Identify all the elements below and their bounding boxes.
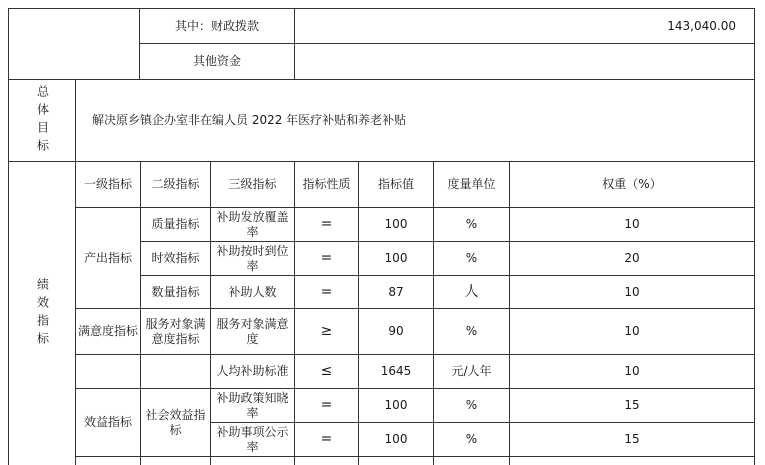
- level1-satisfaction: 满意度指标: [76, 309, 141, 355]
- weight-cell: 15: [510, 389, 755, 423]
- next-row-stub: [76, 457, 141, 465]
- value-cell: 100: [359, 208, 434, 242]
- level2-social-benefit: 社会效益指标: [141, 389, 211, 457]
- weight-cell: 10: [510, 309, 755, 355]
- level3-cell: 补助发放覆盖率: [211, 208, 295, 242]
- level1-benefit: 效益指标: [76, 389, 141, 457]
- fiscal-funding-value: 143,040.00: [295, 8, 755, 44]
- header-level1: 一级指标: [76, 162, 141, 208]
- nature-cell: =: [295, 208, 359, 242]
- level2-service-satisfaction: 服务对象满意度指标: [141, 309, 211, 355]
- unit-cell: %: [434, 309, 510, 355]
- weight-cell: 10: [510, 355, 755, 389]
- level3-cell: 服务对象满意度: [211, 309, 295, 355]
- nature-cell: =: [295, 423, 359, 457]
- weight-cell: 10: [510, 208, 755, 242]
- value-cell: 90: [359, 309, 434, 355]
- value-cell: 1645: [359, 355, 434, 389]
- level1-blank: [76, 355, 141, 389]
- weight-cell: 20: [510, 242, 755, 276]
- unit-cell: %: [434, 423, 510, 457]
- value-cell: 87: [359, 276, 434, 309]
- value-cell: 100: [359, 389, 434, 423]
- weight-cell: 10: [510, 276, 755, 309]
- nature-cell: ≤: [295, 355, 359, 389]
- level2-blank: [141, 355, 211, 389]
- level3-cell: 补助政策知晓率: [211, 389, 295, 423]
- unit-cell: %: [434, 208, 510, 242]
- value-cell: 100: [359, 423, 434, 457]
- header-unit: 度量单位: [434, 162, 510, 208]
- weight-cell: 15: [510, 423, 755, 457]
- header-weight: 权重（%）: [510, 162, 755, 208]
- overall-goal-text: 解决原乡镇企办室非在编人员 2022 年医疗补贴和养老补贴: [76, 80, 755, 162]
- next-row-stub: [510, 457, 755, 465]
- unit-cell: %: [434, 389, 510, 423]
- header-level3: 三级指标: [211, 162, 295, 208]
- other-funding-value: [295, 44, 755, 80]
- next-row-stub: [359, 457, 434, 465]
- funding-blank-cell: [8, 8, 140, 80]
- nature-cell: =: [295, 389, 359, 423]
- nature-cell: =: [295, 242, 359, 276]
- nature-cell: ≥: [295, 309, 359, 355]
- fiscal-funding-label: 其中：财政拨款: [140, 8, 295, 44]
- level3-cell: 补助按时到位率: [211, 242, 295, 276]
- other-funding-label: 其他资金: [140, 44, 295, 80]
- value-cell: 100: [359, 242, 434, 276]
- next-row-stub: [295, 457, 359, 465]
- level2-quantity: 数量指标: [141, 276, 211, 309]
- header-value: 指标值: [359, 162, 434, 208]
- header-nature: 指标性质: [295, 162, 359, 208]
- unit-cell: 人: [434, 276, 510, 309]
- level2-timeliness: 时效指标: [141, 242, 211, 276]
- overall-goal-label: 总体目标: [8, 80, 76, 162]
- level3-cell: 补助事项公示率: [211, 423, 295, 457]
- next-row-stub: [141, 457, 211, 465]
- performance-section-label: 绩效指标: [8, 162, 76, 465]
- level2-quality: 质量指标: [141, 208, 211, 242]
- unit-cell: 元/人年: [434, 355, 510, 389]
- next-row-stub: [211, 457, 295, 465]
- level1-output: 产出指标: [76, 208, 141, 309]
- level3-cell: 补助人数: [211, 276, 295, 309]
- unit-cell: %: [434, 242, 510, 276]
- next-row-stub: [434, 457, 510, 465]
- header-level2: 二级指标: [141, 162, 211, 208]
- nature-cell: =: [295, 276, 359, 309]
- level3-cell: 人均补助标准: [211, 355, 295, 389]
